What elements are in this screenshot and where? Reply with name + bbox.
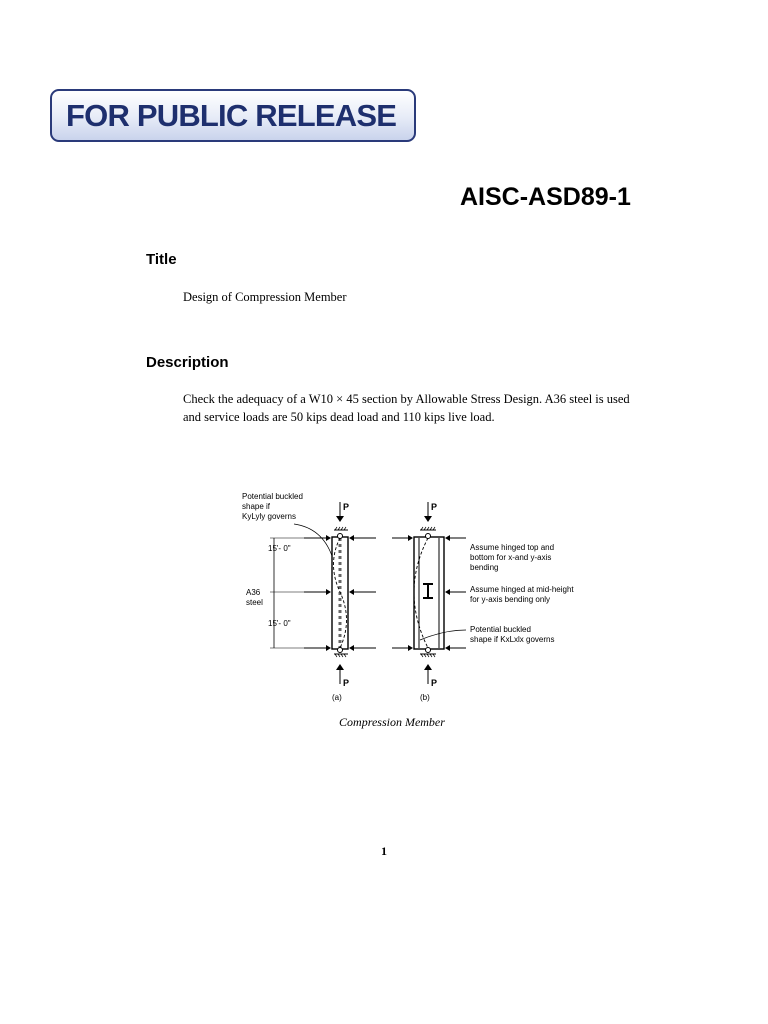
note-top-line-2: bottom for x-and y-axis (470, 553, 552, 562)
title-heading: Title (146, 251, 177, 268)
note-top-line-1: Assume hinged top and (470, 543, 555, 552)
material-line-1: A36 (246, 588, 261, 597)
page-number: 1 (381, 844, 387, 858)
column-a-drawing (270, 502, 376, 684)
compression-member-figure (230, 488, 600, 710)
dimension-bottom: 15'- 0" (268, 619, 291, 628)
buckled-b-line-1: Potential buckled (470, 625, 531, 634)
subfigure-a-label: (a) (332, 693, 342, 702)
note-top-line-3: bending (470, 563, 499, 572)
column-b-drawing (392, 502, 466, 684)
load-p-bottom-a: P (343, 678, 350, 688)
buckled-a-line-3: KyLyly governs (242, 512, 296, 521)
description-text (183, 390, 660, 426)
subfigure-b-label: (b) (420, 693, 430, 702)
banner-text: FOR PUBLIC RELEASE (66, 97, 397, 133)
load-p-top-a: P (343, 502, 350, 512)
dimension-top: 15'- 0" (268, 544, 291, 553)
buckled-a-line-2: shape if (242, 502, 271, 511)
material-line-2: steel (246, 598, 263, 607)
title-text: Design of Compression Member (183, 290, 347, 304)
load-p-top-b: P (431, 502, 438, 512)
buckled-a-line-1: Potential buckled (242, 492, 303, 501)
buckled-b-line-2: shape if KxLxlx governs (470, 635, 555, 644)
description-line-2: and service loads are 50 kips dead load and 110 kips live load. (183, 410, 495, 424)
note-mid-line-2: for y-axis bending only (470, 595, 551, 604)
description-heading: Description (146, 354, 229, 371)
figure-caption: Compression Member (339, 715, 445, 729)
public-release-banner (50, 89, 416, 142)
note-mid-line-1: Assume hinged at mid-height (470, 585, 574, 594)
document-id: AISC-ASD89-1 (460, 183, 631, 211)
description-line-1: Check the adequacy of a W10 × 45 section by Allowable Stress Design. A36 steel is used (183, 392, 630, 406)
load-p-bottom-b: P (431, 678, 438, 688)
